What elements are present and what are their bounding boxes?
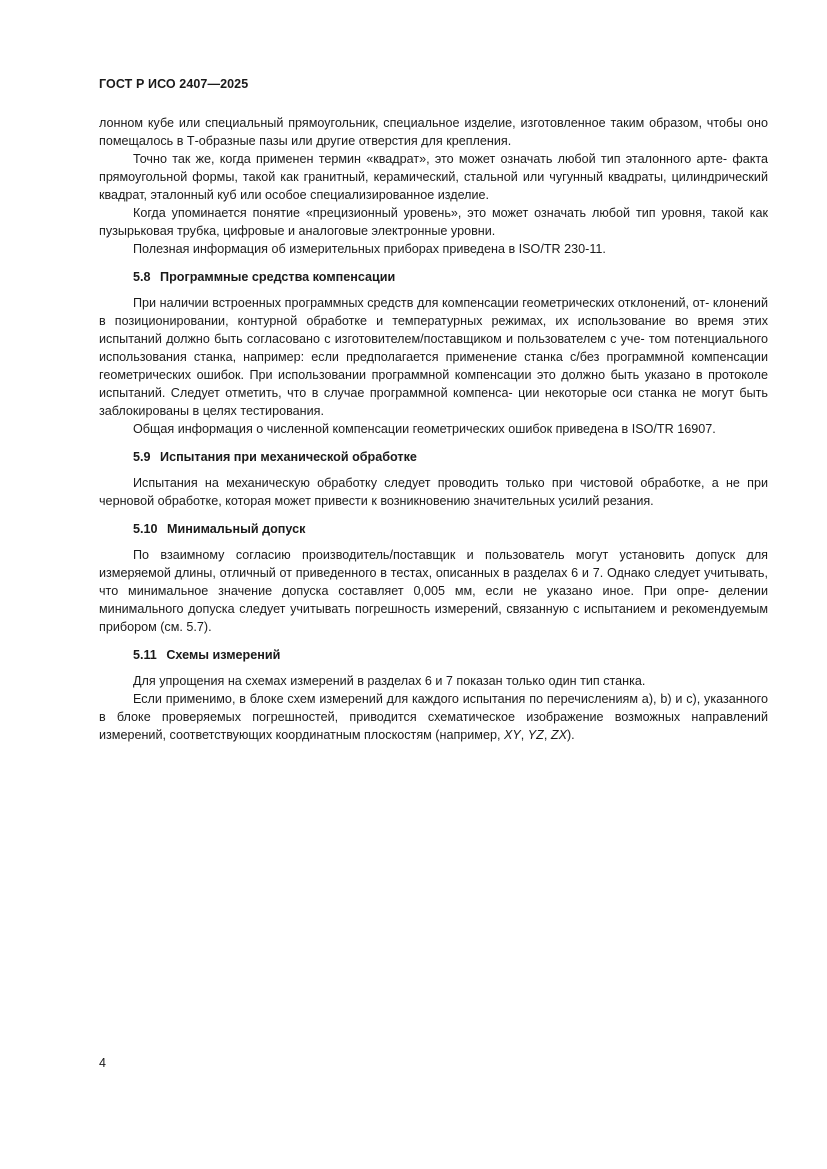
- section-5-10-paragraph-1: По взаимному согласию производитель/поставщик и пользователь могут установить допуск для измеряемой длины, отличный от приведенного в тестах, описанных в разделах 6 и 7. Однако следует учитывать, что минимальное значение допуска составляет 0,005 мм, если не указано иное. При опре- делении минимального допуска следует учитывать погрешность измерений, связанную с испытанием и рекомендуемым прибором (см. 5.7).: [99, 548, 768, 634]
- plane-zx: ZX: [550, 728, 567, 742]
- separator: ,: [543, 728, 551, 742]
- intro-paragraph-1: лонном кубе или специальный прямоугольник, специальное изделие, изготовленное таким образом, чтобы оно помещалось в Т-образные пазы или другие отверстия для крепления.: [99, 116, 768, 148]
- intro-paragraph-4: Полезная информация об измерительных приборах приведена в ISO/TR 230-11.: [133, 242, 606, 256]
- section-5-10-heading: [99, 520, 768, 538]
- section-5-11-paragraph-1: Для упрощения на схемах измерений в разделах 6 и 7 показан только один тип станка.: [133, 674, 646, 688]
- page-number: 4: [99, 1056, 106, 1070]
- section-number: 5.8: [133, 270, 151, 284]
- section-5-8-paragraph-1: При наличии встроенных программных средств для компенсации геометрических отклонений, от- клонений в позиционировании, контурной обработке и температурных режимах, их использование во время этих испытаний должно быть согласовано с изготовителем/поставщиком и пользователем с уче- том потенциального использования станка, например: если предполагается применение станка с/без программной компенсации геометрических ошибок. При использовании программной компенсации это должно быть указано в протоколе испытаний. Следует отметить, что в случае программной компенса- ции некоторые оси станка не могут быть заблокированы в целях тестирования.: [99, 296, 768, 418]
- section-5-9-paragraph-1: Испытания на механическую обработку следует проводить только при чистовой обработке, а не при черновой обработке, которая может привести к возникновению значительных усилий резания.: [99, 476, 768, 508]
- document-header: ГОСТ Р ИСО 2407—2025: [99, 77, 249, 91]
- section-title: Схемы измерений: [166, 648, 281, 662]
- section-number: 5.10: [133, 522, 158, 536]
- section-5-8-heading: [99, 268, 768, 286]
- paragraph-text: Если применимо, в блоке схем измерений для каждого испытания по перечислениям а), b) и с), указанного в блоке проверяемых погрешностей, приводится схематическое изображение возможных направлений измерений, соответствующих координатным плоскостям (например,: [99, 692, 768, 742]
- paragraph-end: ).: [566, 728, 575, 742]
- intro-paragraph-2: Точно так же, когда применен термин «квадрат», это может означать любой тип эталонного арте- факта прямоугольной формы, такой как гранитный, керамический, стальной или чугунный квадраты, цилиндрический квадрат, эталонный куб или особое специализированное изделие.: [99, 152, 768, 202]
- section-title: Испытания при механической обработке: [160, 450, 417, 464]
- section-title: Минимальный допуск: [167, 522, 306, 536]
- section-number: 5.9: [133, 450, 151, 464]
- separator: ,: [520, 728, 528, 742]
- plane-xy: XY: [503, 728, 521, 742]
- section-5-11-heading: [99, 646, 768, 664]
- section-5-9-heading: [99, 448, 768, 466]
- section-title: Программные средства компенсации: [160, 270, 396, 284]
- intro-paragraph-3: Когда упоминается понятие «прецизионный уровень», это может означать любой тип уровня, такой как пузырьковая трубка, цифровые и аналоговые электронные уровни.: [99, 206, 768, 238]
- section-5-11-paragraph-2: [99, 690, 768, 744]
- plane-yz: YZ: [527, 728, 544, 742]
- section-5-8-paragraph-2: Общая информация о численной компенсации геометрических ошибок приведена в ISO/TR 16907.: [133, 422, 716, 436]
- section-number: 5.11: [133, 648, 157, 662]
- page-body: [99, 114, 768, 744]
